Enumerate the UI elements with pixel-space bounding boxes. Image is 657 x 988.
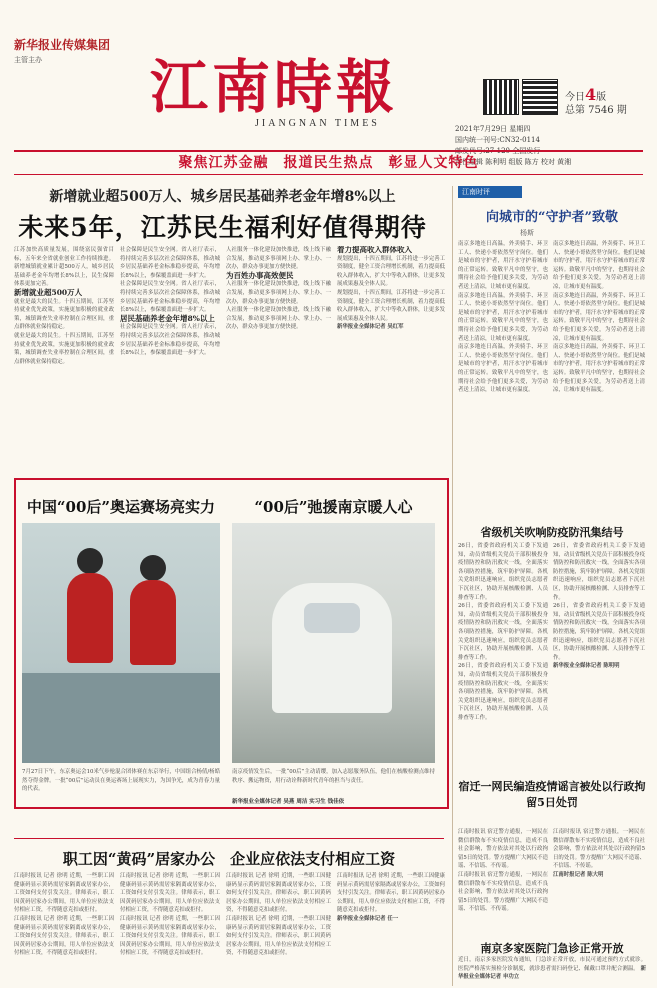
column-rule: [452, 186, 453, 986]
feature-title-1: 中国“00后”奥运赛场亮实力: [26, 498, 216, 516]
right-news-3-text: 近日，南京多家医院发布通知，门急诊正常开放，市民可通过预约方式就诊。医院严格落实预检分诊制度，就诊患者需扫码登记、佩戴口罩并配合测温。 新华报业全媒体记者 申功立: [458, 957, 646, 981]
athlete-figure: [130, 580, 176, 665]
sidebar-column-2: 南京多地连日高温，外卖骑手、环卫工人、快递小哥依然坚守岗位。他们是城市的守护者，用汗水守护着城市的正常运转。致敬平凡中的坚守，也期待社会给予他们更多关爱，为劳动者送上清凉，让城市更有温度。 南京多地连日高温，外卖骑手、环卫工人、快递小哥依然坚守岗位。他们是城市的守护者，用汗水守护着城市的正常运转。致敬平凡中的坚守，也期待社会给予他们更多关爱，为劳动者送上清凉，让城市更有温度。 南京多地连日高温，外卖骑手、环卫工人、快递小哥依然坚守岗位。他们是城市的守护者，用汗水守护着城市的正常运转。致敬平凡中的坚守，也期待社会给予他们更多关爱，为劳动者送上清凉，让城市更有温度。: [553, 241, 645, 394]
newspaper-title: 江南時報: [150, 53, 399, 121]
divers-photo: [22, 523, 220, 763]
publisher-name: 新华报业传媒集团: [14, 38, 111, 52]
right-news-1-col-2: 26日，省委省政府机关工委下发通知，动员省级机关党员干部积极投身疫情防控和防汛救灾一线，全面落实各项防控措施，筑牢防护屏障。各机关党组织迅速响应，组织党员志愿者下沉社区，协助开展核酸检测、人员排查等工作。 26日，省委省政府机关工委下发通知，动员省级机关党员干部积极投身疫情防控和防汛救灾一线，全面落实各项防控措施，筑牢防护屏障。各机关党组织迅速响应，组织党员志愿者下沉社区，协助开展核酸检测、人员排查等工作。 新华报业全媒体记者 陈明明: [553, 543, 645, 670]
feature-text-2: 南京疫情发生后，一批“00后”主动请缨，加入志愿服务队伍，他们在核酸检测点维持秩序、搬运物资，用行动诠释新时代青年的担当与责任。: [232, 769, 435, 784]
athlete-figure: [67, 573, 113, 663]
right-news-3-byline: 新华报业全媒体记者 申功立: [458, 965, 646, 981]
right-news-1-headline: 省级机关吹响防疫防汛集结号: [480, 526, 624, 539]
sidebar-tag: 江南时评: [458, 186, 522, 198]
bottom-column-3: 江南时报讯 记者 徐明 近期，一些职工因健康码显示黄码需居家隔离或居家办公，工资如何支付引发关注。律师表示，职工因黄码居家办公期间，用人单位应依法支付相应工资，不得随意克扣或拒付。 江南时报讯 记者 徐明 近期，一些职工因健康码显示黄码需居家隔离或居家办公，工资如何支付引发关注。律师表示，职工因黄码居家办公期间，用人单位应依法支付相应工资，不得随意克扣或拒付。: [226, 873, 331, 957]
qr-code-icon: [522, 79, 558, 115]
sidebar-headline: 向城市的“守护者”致敬: [486, 210, 618, 225]
athlete-head: [140, 555, 166, 581]
right-news-2-byline: 江南时报记者 陈大明: [553, 871, 604, 878]
right-news-2-col-1: 江南时报讯 宿迁警方通报，一网民在微信群散布不实疫情信息，造成不良社会影响，警方依法对其处以行政拘留5日的处罚。警方提醒广大网民不造谣、不信谣、不传谣。 江南时报讯 宿迁警方通报，一网民在微信群散布不实疫情信息，造成不良社会影响，警方依法对其处以行政拘留5日的处罚。警方提醒广大网民不造谣、不信谣、不传谣。: [458, 829, 548, 913]
issue-date: 2021年7月29日 星期四: [455, 125, 531, 133]
bottom-byline: 新华报业全媒体记者 任一: [337, 915, 399, 922]
bottom-column-2: 江南时报讯 记者 徐明 近期，一些职工因健康码显示黄码需居家隔离或居家办公，工资如何支付引发关注。律师表示，职工因黄码居家办公期间，用人单位应依法支付相应工资，不得随意克扣或拒付。 江南时报讯 记者 徐明 近期，一些职工因健康码显示黄码需居家隔离或居家办公，工资如何支付引发关注。律师表示，职工因黄码居家办公期间，用人单位应依法支付相应工资，不得随意克扣或拒付。: [120, 873, 220, 957]
feature-title-2: “00后”弛援南京暖人心: [254, 498, 413, 516]
right-news-2-headline: 宿迁一网民编造疫情谣言被处以行政拘留5日处罚: [458, 780, 646, 809]
bottom-column-4: 江南时报讯 记者 徐明 近期，一些职工因健康码显示黄码需居家隔离或居家办公，工资如何支付引发关注。律师表示，职工因黄码居家办公期间，用人单位应依法支付相应工资，不得随意克扣或拒付。 新华报业全媒体记者 任一: [337, 873, 445, 922]
lead-column-4: 着力提高收入群体收入 规划提出，十四五期间，江苏将进一步完善工资制度，健全工资合理增长机制，着力提高低收入群体收入，扩大中等收入群体，让更多发展成果惠及全体人民。 规划提出，十四五期间，江苏将进一步完善工资制度，健全工资合理增长机制，着力提高低收入群体收入，扩大中等收入群体，让更多发展成果惠及全体人民。 新华报业全媒体记者 吴红军: [337, 246, 445, 331]
right-news-1-byline: 新华报业全媒体记者 陈明明: [553, 663, 620, 670]
lead-column-2: 社会保障是民生安全网。省人社厅表示，将持续完善多层次社会保障体系，推动城乡居民基础养老金标准稳步提高，年均增长8%以上，参保覆盖面进一步扩大。 社会保障是民生安全网。省人社厅表示，将持续完善多层次社会保障体系，推动城乡居民基础养老金标准稳步提高，年均增长8%以上，参保覆盖面进一步扩大。 居民基础养老金年增8%以上 社会保障是民生安全网。省人社厅表示，将持续完善多层次社会保障体系，推动城乡居民基础养老金标准稳步提高，年均增长8%以上，参保覆盖面进一步扩大。: [120, 247, 220, 357]
lead-section-heading: 为百姓办事高效便民: [226, 270, 294, 280]
volunteer-photo: [232, 523, 435, 763]
sidebar-column-1: 南京多地连日高温，外卖骑手、环卫工人、快递小哥依然坚守岗位。他们是城市的守护者，用汗水守护着城市的正常运转。致敬平凡中的坚守，也期待社会给予他们更多关爱，为劳动者送上清凉，让城市更有温度。 南京多地连日高温，外卖骑手、环卫工人、快递小哥依然坚守岗位。他们是城市的守护者，用汗水守护着城市的正常运转。致敬平凡中的坚守，也期待社会给予他们更多关爱，为劳动者送上清凉，让城市更有温度。 南京多地连日高温，外卖骑手、环卫工人、快递小哥依然坚守岗位。他们是城市的守护者，用汗水守护着城市的正常运转。致敬平凡中的坚守，也期待社会给予他们更多关爱，为劳动者送上清凉，让城市更有温度。: [458, 241, 548, 394]
issue-number: 总第 7546 期: [565, 105, 627, 116]
bottom-column-1: 江南时报讯 记者 徐明 近期，一些职工因健康码显示黄码需居家隔离或居家办公，工资如何支付引发关注。律师表示，职工因黄码居家办公期间，用人单位应依法支付相应工资，不得随意克扣或拒付。 江南时报讯 记者 徐明 近期，一些职工因健康码显示黄码需居家隔离或居家办公，工资如何支付引发关注。律师表示，职工因黄码居家办公期间，用人单位应依法支付相应工资，不得随意克扣或拒付。: [14, 873, 114, 957]
feature-byline: 新华报业全媒体记者 吴燕 周洁 实习生 钱佳依: [232, 799, 345, 805]
divider: [14, 838, 444, 839]
lead-headline: 未来5年，江苏民生福利好值得期待: [18, 213, 427, 242]
divider: [14, 174, 643, 175]
lead-subhead: 新增就业超500万人、城乡居民基础养老金年增8%以上: [49, 189, 396, 205]
newspaper-title-en: JIANGNAN TIMES: [255, 118, 380, 129]
cn-number: 国内统一刊号:CN32-0114: [455, 136, 540, 144]
lead-byline: 新华报业全媒体记者 吴红军: [337, 324, 404, 331]
bottom-headline: 职工因“黄码”居家办公 企业应依法支付相应工资: [62, 850, 396, 868]
today-pages: 今日4版 总第 7546 期: [565, 85, 627, 116]
slogan: 聚焦江苏金融 报道民生热点 彰显人文特色: [178, 155, 479, 171]
publisher-logo: [14, 36, 134, 106]
feature-text-1: 7月27日下午，东京奥运会10米气步枪混合团体赛在东京举行，中国组合杨倩/杨皓然夺得金牌。一批“00后”运动员在奥运赛场上展现实力，为国争光，成为青春力量的代表。: [22, 769, 220, 793]
right-news-3-headline: 南京多家医院门急诊正常开放: [480, 942, 624, 955]
athlete-head: [77, 548, 103, 574]
lead-column-1: 江苏加快高质量发展，围绕富民强省目标，五年来全省就业创业工作持续推进。新增城镇就业累计超500万人，城乡居民基础养老金年均增长8%以上，民生保障体系更加完善。 新增就业超500万人 就业是最大的民生。十四五期间，江苏坚持就业优先政策，实施更加积极的就业政策，城镇调查失业率控制在合理区间，重点群体就业保持稳定。 就业是最大的民生。十四五期间，江苏坚持就业优先政策，实施更加积极的就业政策，城镇调查失业率控制在合理区间，重点群体就业保持稳定。: [14, 247, 114, 365]
right-news-1-col-1: 26日，省委省政府机关工委下发通知，动员省级机关党员干部积极投身疫情防控和防汛救灾一线，全面落实各项防控措施，筑牢防护屏障。各机关党组织迅速响应，组织党员志愿者下沉社区，协助开展核酸检测、人员排查等工作。 26日，省委省政府机关工委下发通知，动员省级机关党员干部积极投身疫情防控和防汛救灾一线，全面落实各项防控措施，筑牢防护屏障。各机关党组织迅速响应，组织党员志愿者下沉社区，协助开展核酸检测、人员排查等工作。 26日，省委省政府机关工委下发通知，动员省级机关党员干部积极投身疫情防控和防汛救灾一线，全面落实各项防控措施，筑牢防护屏障。各机关党组织迅速响应，组织党员志愿者下沉社区，协助开展核酸检测、人员排查等工作。: [458, 543, 548, 721]
pool-edge: [22, 673, 220, 763]
lead-section-heading: 新增就业超500万人: [14, 287, 83, 297]
right-news-2-col-2: 江南时报讯 宿迁警方通报，一网民在微信群散布不实疫情信息，造成不良社会影响，警方依法对其处以行政拘留5日的处罚。警方提醒广大网民不造谣、不信谣、不传谣。 江南时报记者 陈大明: [553, 829, 645, 878]
face-shield: [304, 603, 360, 633]
qr-code-icon: [483, 79, 519, 115]
sidebar-author: 杨斯: [520, 229, 534, 237]
lead-section-heading: 着力提高收入群体收入: [337, 246, 412, 254]
editors: 责任编辑 陈利明 组版 陈方 校对 黄湘: [455, 158, 572, 166]
lead-section-heading: 居民基础养老金年增8%以上: [120, 313, 215, 323]
lead-column-3: 人社服务一体化建设加快推进，线上线下融合发展，推动更多事项网上办、掌上办、一次办，群众办事更加方便快捷。 为百姓办事高效便民 人社服务一体化建设加快推进，线上线下融合发展，推动更多事项网上办、掌上办、一次办，群众办事更加方便快捷。 人社服务一体化建设加快推进，线上线下融合发展，推动更多事项网上办、掌上办、一次办，群众办事更加方便快捷。: [226, 247, 331, 331]
publisher-sub: 主管主办: [14, 56, 42, 64]
